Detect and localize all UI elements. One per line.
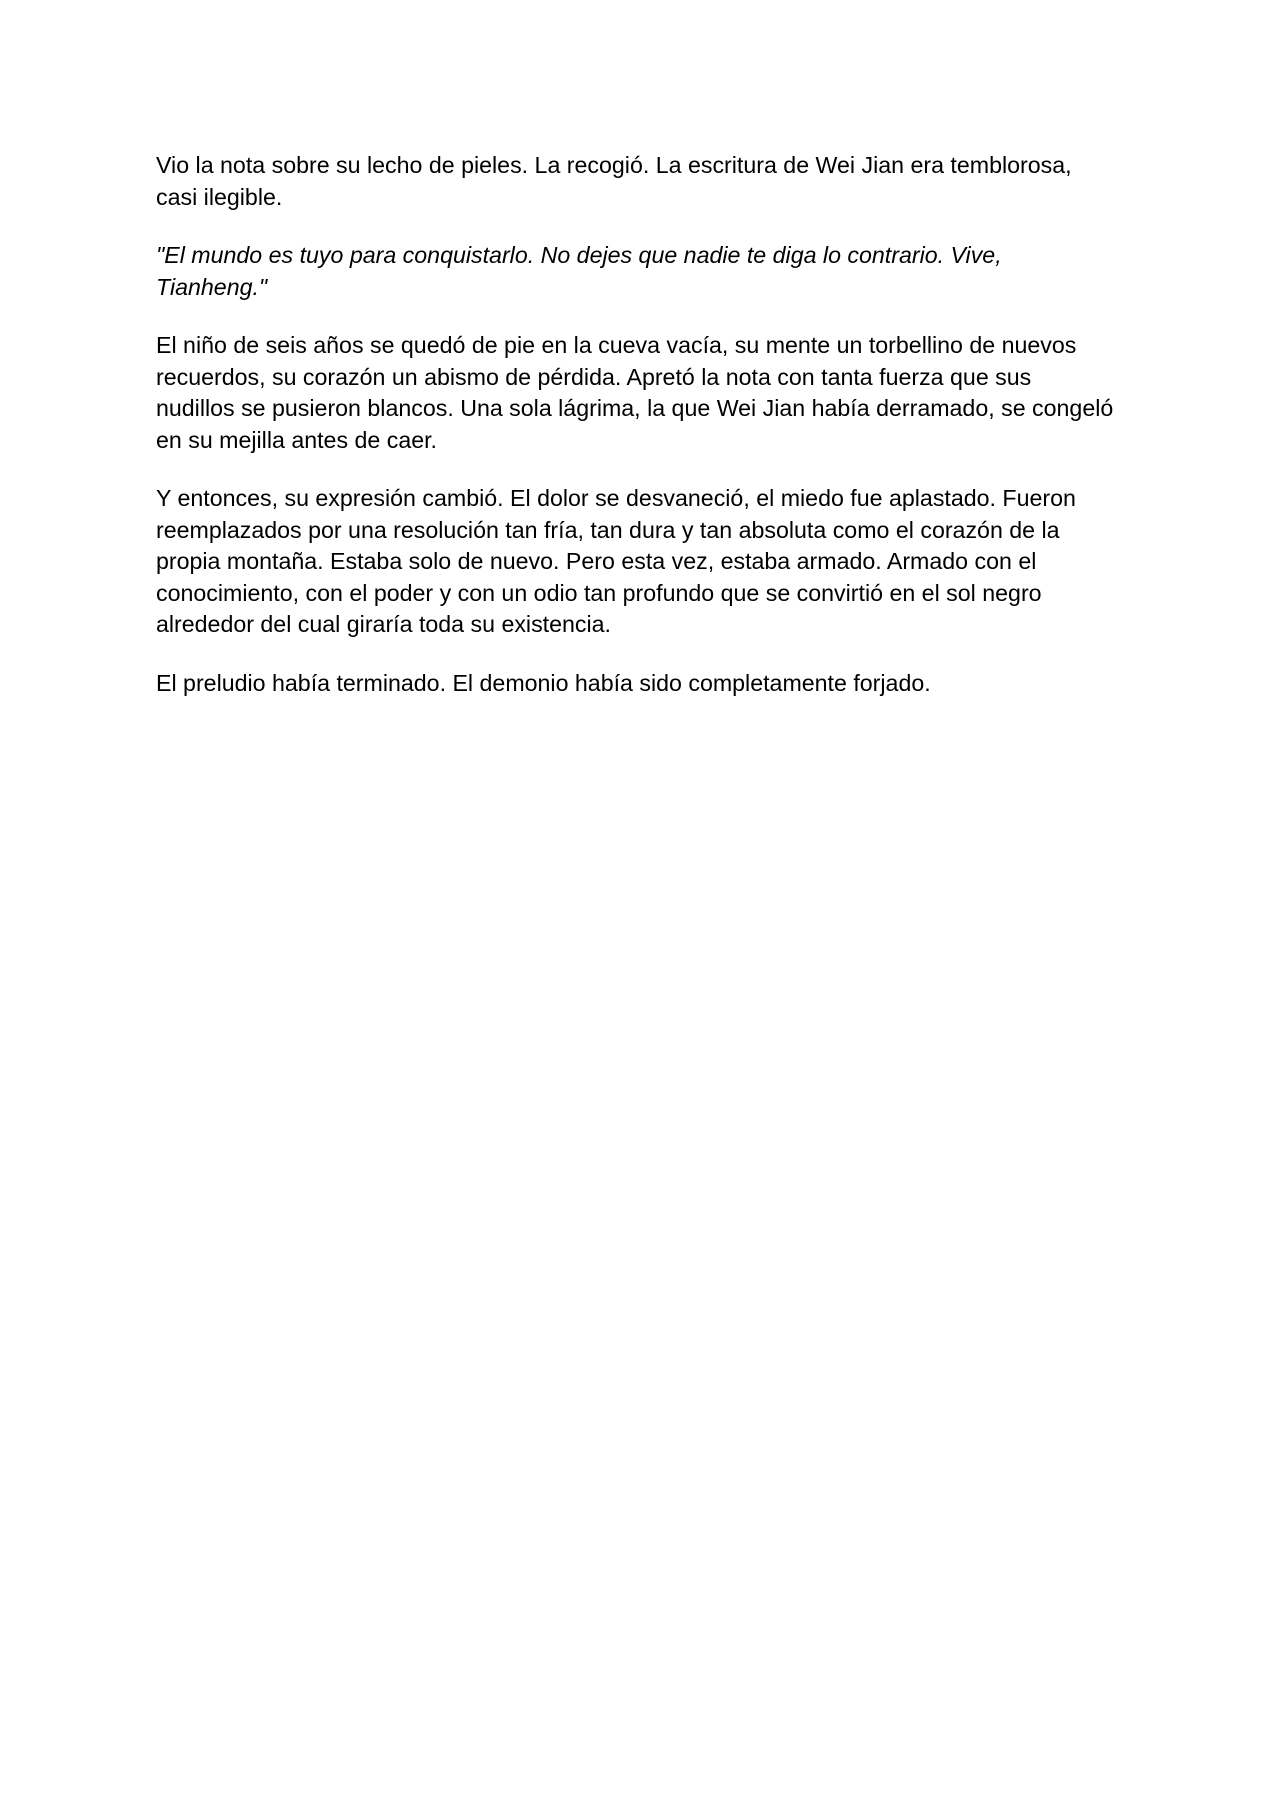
paragraph-prelude-end: El preludio había terminado. El demonio había sido completamente forjado. (156, 669, 931, 696)
document-body (156, 150, 1116, 726)
paragraph-empty-cave: El niño de seis años se quedó de pie en la cueva vacía, su mente un torbellino de nuevos recuerdos, su corazón un abismo de pérdida. Apretó la nota con tanta fuerza que sus nudillos se pusieron blancos. Una sola lágrima, la que Wei Jian había derramado, se congeló en su mejilla antes de caer. (156, 332, 1114, 453)
paragraph-resolution: Y entonces, su expresión cambió. El dolor se desvaneció, el miedo fue aplastado. Fueron reemplazados por una resolución tan fría, tan dura y tan absoluta como el corazón de la propia montaña. Estaba solo de nuevo. Pero esta vez, estaba armado. Armado con el conocimiento, con el poder y con un odio tan profundo que se convirtió en el sol negro alrededor del cual giraría toda su existencia. (156, 485, 1076, 637)
paragraph-note-quote: "El mundo es tuyo para conquistarlo. No dejes que nadie te diga lo contrario. Vive, Tianheng." (156, 242, 1002, 300)
paragraph-note-found: Vio la nota sobre su lecho de pieles. La recogió. La escritura de Wei Jian era temblorosa, casi ilegible. (156, 152, 1072, 210)
